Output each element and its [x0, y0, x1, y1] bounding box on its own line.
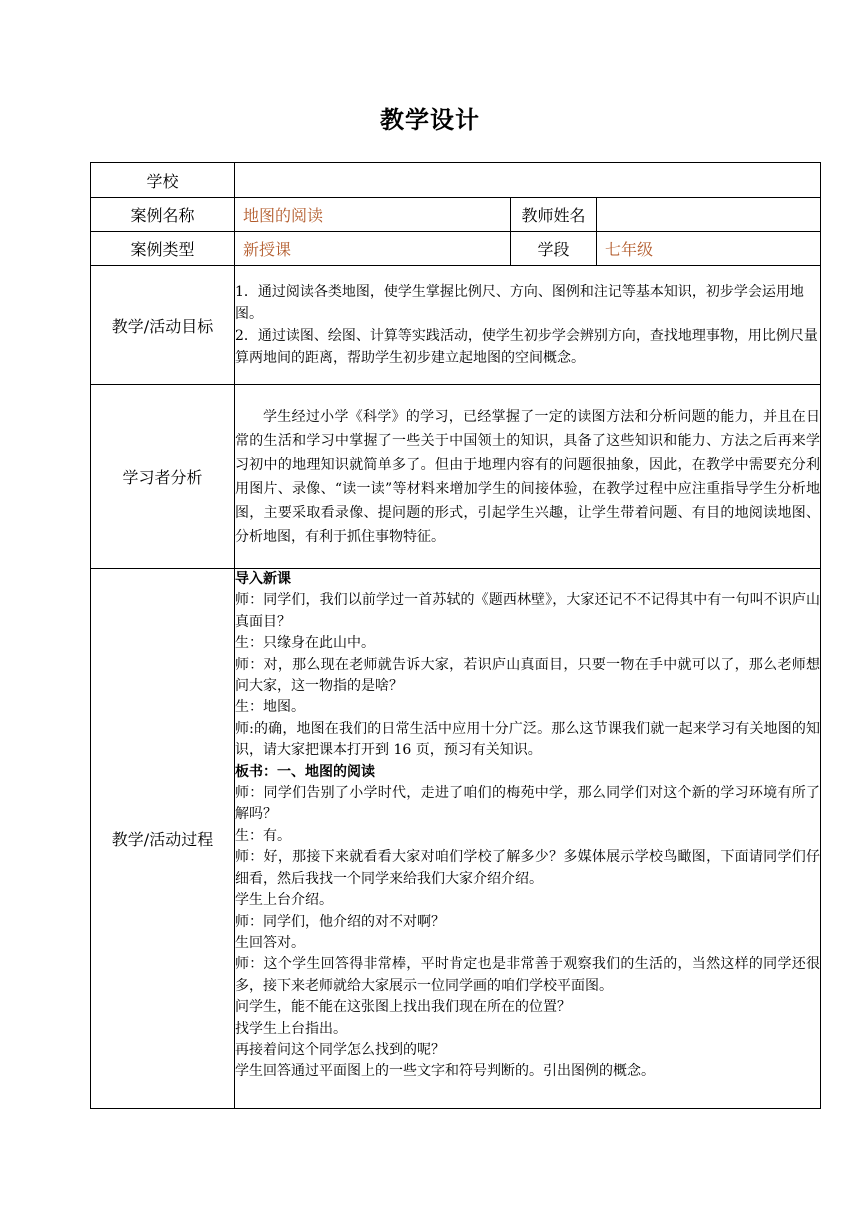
process-line: 再接着问这个同学怎么找到的呢？ — [235, 1041, 445, 1058]
goals-content — [235, 266, 821, 385]
process-line: 学生回答通过平面图上的一些文字和符号判断的。引出图例的概念。 — [235, 1063, 655, 1080]
process-line: 学生上台介绍。 — [235, 892, 333, 909]
learner-text: 学生经过小学《科学》的学习，已经掌握了一定的读图方法和分析问题的能力，并且在日常的生活和学习中掌握了一些关于中国领土的知识，具备了这些知识和能力、方法之后再来学习初中的地理知识就简单多了。但由于地理内容有的问题很抽象，因此，在教学中需要充分利用图片、录像、“读一读”等材料来增加学生的间接体验，在教学过程中应注重指导学生分析地图，主要采取看录像、提问题的形式，引起学生兴趣，让学生带着问题、有目的地阅读地图、分析地图，有利于抓住事物特征。 — [235, 408, 820, 545]
row-case-name — [91, 198, 821, 232]
process-line: 生回答对。 — [235, 934, 305, 951]
process-line: 师：同学们告别了小学时代，走进了咱们的梅苑中学，那么同学们对这个新的学习环境有所了解吗？ — [235, 785, 820, 823]
goal-item-1: 1．通过阅读各类地图，使学生掌握比例尺、方向、图例和注记等基本知识，初步学会运用地图。 — [235, 284, 804, 322]
row-goals — [91, 266, 821, 385]
case-type-value: 新授课 — [235, 232, 511, 266]
process-line: 师：同学们，他介绍的对不对啊？ — [235, 913, 445, 930]
case-name-value: 地图的阅读 — [235, 198, 511, 232]
process-line: 导入新课 — [235, 571, 291, 587]
process-line: 生：地图。 — [235, 699, 305, 716]
case-type-label: 案例类型 — [91, 232, 235, 266]
stage-label: 学段 — [511, 232, 597, 266]
school-value — [235, 163, 821, 198]
process-line: 找学生上台指出。 — [235, 1020, 347, 1037]
process-line: 生：有。 — [235, 827, 291, 844]
process-line: 师：这个学生回答得非常棒，平时肯定也是非常善于观察我们的生活的，当然这样的同学还很多，接下来老师就给大家展示一位同学画的咱们学校平面图。 — [235, 956, 820, 994]
row-process — [91, 569, 821, 1109]
process-line: 师：好，那接下来就看看大家对咱们学校了解多少？多媒体展示学校鸟瞰图，下面请同学们仔细看，然后我找一个同学来给我们大家介绍介绍。 — [235, 849, 820, 887]
stage-value: 七年级 — [597, 232, 821, 266]
row-case-type — [91, 232, 821, 266]
process-line: 生：只缘身在此山中。 — [235, 635, 375, 652]
goals-label: 教学/活动目标 — [91, 266, 235, 385]
process-line: 师：对，那么现在老师就告诉大家，若识庐山真面目，只要一物在手中就可以了，那么老师想问大家，这一物指的是啥？ — [235, 656, 820, 695]
process-content — [235, 569, 821, 1109]
learner-content — [235, 385, 821, 569]
row-school — [91, 163, 821, 198]
teacher-name-label: 教师姓名 — [511, 198, 597, 232]
process-line: 师：同学们，我们以前学过一首苏轼的《题西林壁》，大家还记不不记得其中有一句叫不识庐山真面目？ — [235, 592, 820, 630]
page-title: 教学设计 — [380, 105, 480, 134]
process-line: 问学生，能不能在这张图上找出我们现在所在的位置？ — [235, 999, 571, 1016]
lesson-plan-table — [90, 162, 821, 1109]
case-name-label: 案例名称 — [91, 198, 235, 232]
process-line: 师:的确，地图在我们的日常生活中应用十分广泛。那么这节课我们就一起来学习有关地图的知识，请大家把课本打开到 16 页，预习有关知识。 — [235, 720, 820, 759]
row-learner — [91, 385, 821, 569]
teacher-name-value — [597, 198, 821, 232]
learner-label: 学习者分析 — [91, 385, 235, 569]
school-label: 学校 — [91, 163, 235, 198]
process-label: 教学/活动过程 — [91, 569, 235, 1109]
goal-item-2: 2．通过读图、绘图、计算等实践活动，使学生初步学会辨别方向，查找地理事物，用比例尺量算两地间的距离，帮助学生初步建立起地图的空间概念。 — [235, 328, 818, 366]
process-line: 板书：一、地图的阅读 — [235, 763, 375, 780]
